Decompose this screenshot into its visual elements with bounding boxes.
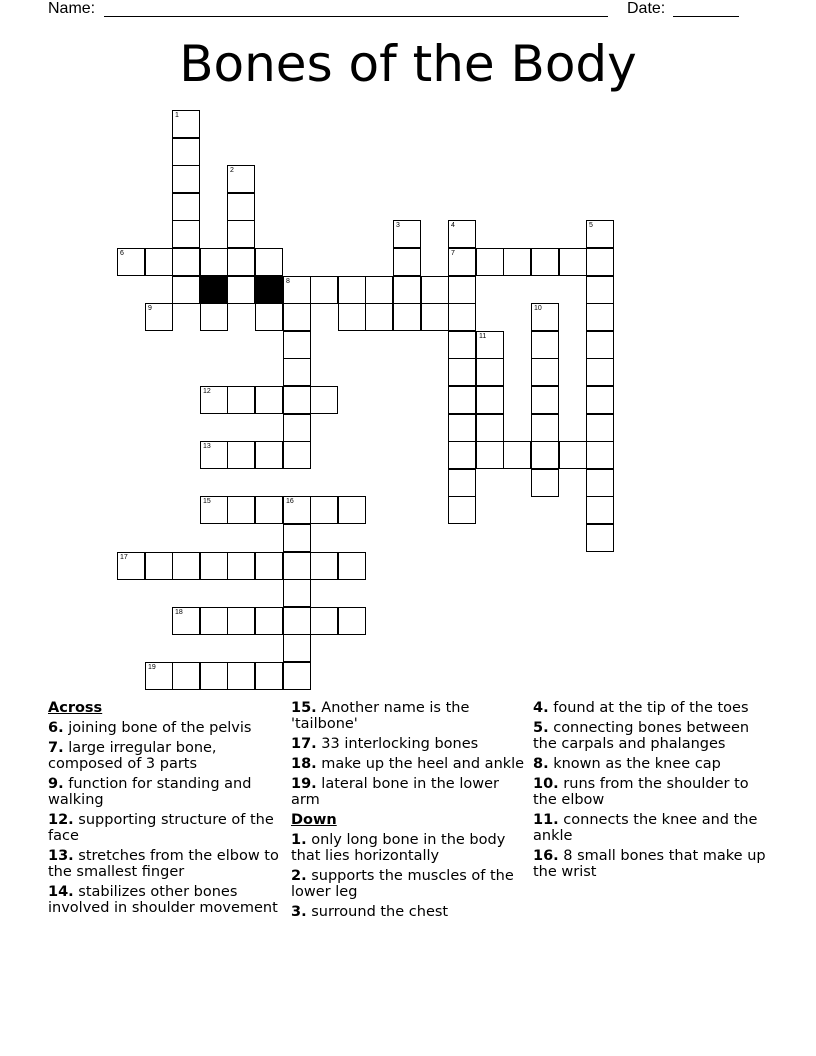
grid-cell[interactable] [283,634,311,662]
blocked-cell [200,276,228,304]
grid-cell[interactable] [200,552,228,580]
across-clue [48,720,288,736]
clue-text: surround the chest [306,904,449,920]
clue-number: 17. [291,736,317,752]
grid-cell[interactable] [310,607,338,635]
clues-column-2 [291,700,526,924]
across-clue [291,756,526,772]
grid-cell[interactable] [421,276,449,304]
grid-cell[interactable] [283,358,311,386]
grid-cell[interactable] [255,662,283,690]
grid-cell[interactable] [200,441,228,469]
clue-number: 8. [533,756,549,772]
grid-cell[interactable] [227,276,255,304]
grid-cell[interactable] [365,276,393,304]
grid-cell[interactable] [145,303,173,331]
grid-cell[interactable] [172,138,200,166]
down-heading: Down [291,812,337,828]
grid-cell[interactable] [448,386,476,414]
grid-cell[interactable] [310,552,338,580]
grid-cell[interactable] [476,386,504,414]
grid-cell[interactable] [310,276,338,304]
clue-number: 1. [291,832,307,848]
grid-cell[interactable] [255,441,283,469]
grid-cell[interactable] [255,496,283,524]
grid-cell[interactable] [227,165,255,193]
grid-cell[interactable] [559,248,587,276]
name-label: Name: [48,0,96,17]
grid-cell[interactable] [283,414,311,442]
grid-cell[interactable] [448,220,476,248]
grid-cell[interactable] [531,386,559,414]
grid-cell[interactable] [448,248,476,276]
grid-cell[interactable] [172,662,200,690]
down-clue [291,832,526,864]
grid-cell[interactable] [531,331,559,359]
grid-cell[interactable] [393,276,421,304]
grid-cell[interactable] [283,303,311,331]
down-clue [291,868,526,900]
grid-cell[interactable] [283,386,311,414]
grid-cell[interactable] [586,469,614,497]
cell-number: 5 [589,222,593,229]
clue-text: function for standing and walking [48,776,252,808]
grid-cell[interactable] [586,524,614,552]
cell-number: 8 [286,278,290,285]
grid-cell[interactable] [283,331,311,359]
date-label: Date: [627,0,666,17]
grid-cell[interactable] [393,303,421,331]
grid-cell[interactable] [310,386,338,414]
grid-cell[interactable] [227,662,255,690]
clue-text: 33 interlocking bones [316,736,479,752]
clue-text: joining bone of the pelvis [63,720,252,736]
grid-cell[interactable] [338,496,366,524]
clue-text: lateral bone in the lower arm [291,776,499,808]
cell-number: 17 [120,554,128,561]
cell-number: 9 [148,305,152,312]
cell-number: 10 [534,305,542,312]
grid-cell[interactable] [531,358,559,386]
across-clue [48,884,288,916]
cell-number: 1 [175,112,179,119]
across-clue [48,740,288,772]
clue-text: Another name is the 'tailbone' [291,700,470,732]
across-clue [48,812,288,844]
grid-cell[interactable] [172,248,200,276]
grid-cell[interactable] [172,165,200,193]
down-clue [533,700,768,716]
clues-column-3 [533,700,768,884]
grid-cell[interactable] [503,248,531,276]
grid-cell[interactable] [255,607,283,635]
grid-cell[interactable] [283,662,311,690]
grid-cell[interactable] [255,386,283,414]
clue-number: 19. [291,776,317,792]
clue-number: 9. [48,776,64,792]
clue-text: only long bone in the body that lies horizontally [291,832,506,864]
grid-cell[interactable] [172,110,200,138]
grid-cell[interactable] [448,441,476,469]
grid-cell[interactable] [227,248,255,276]
clue-number: 11. [533,812,559,828]
clue-number: 12. [48,812,74,828]
grid-cell[interactable] [200,303,228,331]
grid-cell[interactable] [145,552,173,580]
grid-cell[interactable] [310,496,338,524]
clue-text: stabilizes other bones involved in shoulder movement [48,884,278,916]
grid-cell[interactable] [421,303,449,331]
grid-cell[interactable] [448,303,476,331]
grid-cell[interactable] [448,496,476,524]
cell-number: 4 [451,222,455,229]
grid-cell[interactable] [172,276,200,304]
grid-cell[interactable] [559,441,587,469]
clue-text: known as the knee cap [548,756,721,772]
grid-cell[interactable] [172,552,200,580]
grid-cell[interactable] [586,220,614,248]
across-heading: Across [48,700,103,716]
grid-cell[interactable] [227,552,255,580]
clue-number: 13. [48,848,74,864]
cell-number: 11 [479,333,487,340]
across-clue [48,848,288,880]
clue-number: 18. [291,756,317,772]
grid-cell[interactable] [117,552,145,580]
grid-cell[interactable] [338,303,366,331]
clue-number: 14. [48,884,74,900]
grid-cell[interactable] [338,552,366,580]
cell-number: 18 [175,609,183,616]
down-clue [533,848,768,880]
grid-cell[interactable] [448,331,476,359]
down-clue [533,812,768,844]
grid-cell[interactable] [172,193,200,221]
clue-text: stretches from the elbow to the smallest finger [48,848,279,880]
down-clue [533,720,768,752]
down-clue [533,776,768,808]
grid-cell[interactable] [283,607,311,635]
grid-cell[interactable] [227,386,255,414]
grid-cell[interactable] [227,193,255,221]
grid-cell[interactable] [586,276,614,304]
grid-cell[interactable] [283,496,311,524]
grid-cell[interactable] [200,248,228,276]
grid-cell[interactable] [283,524,311,552]
clue-text: supporting structure of the face [48,812,274,844]
grid-cell[interactable] [227,220,255,248]
grid-cell[interactable] [531,248,559,276]
grid-cell[interactable] [255,248,283,276]
grid-cell[interactable] [586,303,614,331]
grid-cell[interactable] [200,662,228,690]
clue-text: found at the tip of the toes [548,700,749,716]
grid-cell[interactable] [476,331,504,359]
cell-number: 3 [396,222,400,229]
grid-cell[interactable] [200,496,228,524]
clue-number: 3. [291,904,307,920]
grid-cell[interactable] [586,248,614,276]
grid-cell[interactable] [476,414,504,442]
clue-text: connecting bones between the carpals and phalanges [533,720,750,752]
clue-text: supports the muscles of the lower leg [291,868,514,900]
grid-cell[interactable] [448,414,476,442]
grid-cell[interactable] [365,303,393,331]
grid-cell[interactable] [586,331,614,359]
grid-cell[interactable] [200,607,228,635]
puzzle-title: Bones of the Body [179,35,637,93]
grid-cell[interactable] [200,386,228,414]
grid-cell[interactable] [586,496,614,524]
across-clue [48,776,288,808]
grid-cell[interactable] [531,414,559,442]
clue-number: 16. [533,848,559,864]
down-clue [533,756,768,772]
grid-cell[interactable] [586,414,614,442]
grid-cell[interactable] [117,248,145,276]
clue-number: 2. [291,868,307,884]
cell-number: 12 [203,388,211,395]
cell-number: 6 [120,250,124,257]
grid-cell[interactable] [586,441,614,469]
grid-cell[interactable] [338,276,366,304]
cell-number: 13 [203,443,211,450]
grid-cell[interactable] [393,248,421,276]
grid-cell[interactable] [145,662,173,690]
grid-cell[interactable] [283,552,311,580]
grid-cell[interactable] [145,248,173,276]
grid-cell[interactable] [338,607,366,635]
clue-number: 5. [533,720,549,736]
blocked-cell [255,276,283,304]
grid-cell[interactable] [448,276,476,304]
clue-number: 4. [533,700,549,716]
grid-cell[interactable] [476,441,504,469]
grid-cell[interactable] [227,441,255,469]
clue-number: 15. [291,700,317,716]
clue-text: 8 small bones that make up the wrist [533,848,766,880]
clue-number: 7. [48,740,64,756]
cell-number: 7 [451,250,455,257]
across-clue [291,776,526,808]
clue-text: runs from the shoulder to the elbow [533,776,749,808]
grid-cell[interactable] [586,386,614,414]
clue-text: make up the heel and ankle [316,756,525,772]
clue-text: large irregular bone, composed of 3 parts [48,740,217,772]
clue-text: connects the knee and the ankle [533,812,758,844]
across-clue [291,700,526,732]
grid-cell[interactable] [476,358,504,386]
grid-cell[interactable] [448,358,476,386]
cell-number: 19 [148,664,156,671]
grid-cell[interactable] [503,441,531,469]
cell-number: 15 [203,498,211,505]
grid-cell[interactable] [393,220,421,248]
grid-cell[interactable] [255,552,283,580]
across-clue [291,736,526,752]
grid-cell[interactable] [531,469,559,497]
grid-cell[interactable] [476,248,504,276]
grid-cell[interactable] [227,607,255,635]
grid-cell[interactable] [172,607,200,635]
grid-cell[interactable] [283,441,311,469]
grid-cell[interactable] [283,579,311,607]
grid-cell[interactable] [172,220,200,248]
grid-cell[interactable] [283,276,311,304]
cell-number: 2 [230,167,234,174]
grid-cell[interactable] [531,303,559,331]
grid-cell[interactable] [448,469,476,497]
down-clue [291,904,526,920]
clue-number: 6. [48,720,64,736]
cell-number: 16 [286,498,294,505]
clues-column-1 [48,700,288,920]
grid-cell[interactable] [227,496,255,524]
grid-cell[interactable] [531,441,559,469]
clue-number: 10. [533,776,559,792]
grid-cell[interactable] [255,303,283,331]
grid-cell[interactable] [586,358,614,386]
